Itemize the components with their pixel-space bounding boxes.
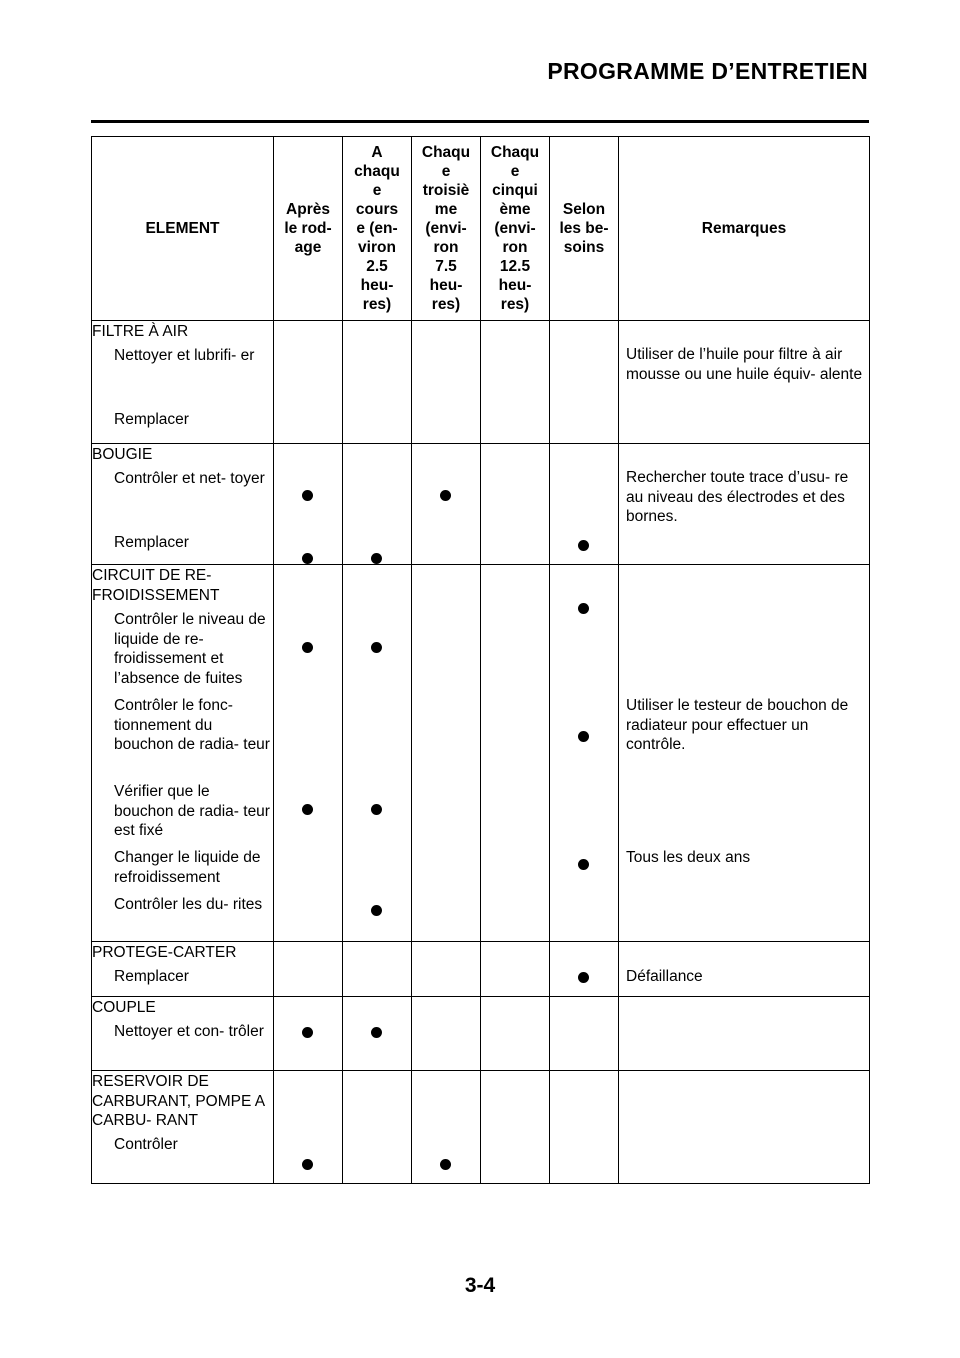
mark-cell xyxy=(550,321,619,444)
table-row xyxy=(92,1071,870,1184)
column-header-element: ELEMENT xyxy=(92,137,274,321)
remark-cell xyxy=(619,997,870,1071)
column-header-after-break-in: Après le rod- age xyxy=(274,137,343,321)
schedule-dot xyxy=(302,804,313,815)
mark-cell xyxy=(481,321,550,444)
element-cell xyxy=(92,444,274,565)
mark-cell xyxy=(274,321,343,444)
item-label: Contrôler xyxy=(114,1135,178,1153)
remark-text: Utiliser de l’huile pour filtre à air mousse ou une huile équiv- alente xyxy=(626,346,863,383)
schedule-dot xyxy=(440,1159,451,1170)
group-title: COUPLE xyxy=(92,999,156,1016)
mark-cell xyxy=(481,565,550,942)
mark-cell xyxy=(412,1071,481,1184)
schedule-dot xyxy=(371,804,382,815)
item-label: Contrôler les du- rites xyxy=(114,896,263,913)
item-label: Contrôler le fonc- tionnement du bouchon de radia- teur xyxy=(114,697,270,753)
mark-cell xyxy=(274,997,343,1071)
schedule-dot xyxy=(371,1027,382,1038)
group-title: PROTEGE-CARTER xyxy=(92,944,237,961)
table-header-row xyxy=(92,137,870,321)
mark-cell xyxy=(343,942,412,997)
table-row xyxy=(92,444,870,565)
mark-cell xyxy=(412,444,481,565)
mark-cell xyxy=(343,1071,412,1184)
item-label: Nettoyer et lubrifi- er xyxy=(114,346,255,364)
mark-cell xyxy=(343,565,412,942)
element-cell xyxy=(92,997,274,1071)
column-header-every-third: Chaqu e troisiè me (envi- ron 7.5 heu- res) xyxy=(412,137,481,321)
item-label: Nettoyer et con- trôler xyxy=(114,1022,264,1040)
title-rule xyxy=(91,120,869,123)
mark-cell xyxy=(412,321,481,444)
column-header-every-fifth: Chaqu e cinqui ème (envi- ron 12.5 heu- res) xyxy=(481,137,550,321)
remark-text: Défaillance xyxy=(626,968,703,985)
mark-cell xyxy=(343,444,412,565)
mark-cell xyxy=(550,444,619,565)
group-title: RESERVOIR DE CARBURANT, POMPE A CARBU- RANT xyxy=(92,1073,265,1129)
column-header-each-race: A chaqu e cours e (en- viron 2.5 heu- res) xyxy=(343,137,412,321)
remark-text: Rechercher toute trace d’usu- re au niveau des électrodes et des bornes. xyxy=(626,469,849,525)
mark-cell xyxy=(481,942,550,997)
mark-cell xyxy=(481,1071,550,1184)
element-cell xyxy=(92,942,274,997)
schedule-dot xyxy=(578,731,589,742)
schedule-dot xyxy=(302,490,313,501)
item-label: Contrôler et net- toyer xyxy=(114,469,265,487)
mark-cell xyxy=(550,997,619,1071)
schedule-dot xyxy=(578,540,589,551)
mark-cell xyxy=(412,997,481,1071)
item-label: Remplacer xyxy=(114,533,189,551)
group-title: BOUGIE xyxy=(92,446,153,463)
page-title: PROGRAMME D’ENTRETIEN xyxy=(547,58,868,84)
mark-cell xyxy=(412,942,481,997)
schedule-dot xyxy=(302,1159,313,1170)
item-label: Contrôler le niveau de liquide de re- froidissement et l’absence de fuites xyxy=(114,611,266,687)
mark-cell xyxy=(274,942,343,997)
item-label: Changer le liquide de refroidissement xyxy=(114,849,261,886)
mark-cell xyxy=(274,1071,343,1184)
page-number: 3-4 xyxy=(464,1274,496,1297)
table-row xyxy=(92,942,870,997)
remark-cell xyxy=(619,565,870,942)
remark-text: Tous les deux ans xyxy=(626,849,751,866)
item-label: Vérifier que le bouchon de radia- teur est fixé xyxy=(114,783,270,839)
group-title: FILTRE À AIR xyxy=(92,323,189,340)
mark-cell xyxy=(550,1071,619,1184)
mark-cell xyxy=(274,565,343,942)
remark-cell xyxy=(619,321,870,444)
maintenance-table xyxy=(91,136,870,1184)
group-title: CIRCUIT DE RE- FROIDISSEMENT xyxy=(92,567,220,604)
element-cell xyxy=(92,1071,274,1184)
schedule-dot xyxy=(302,642,313,653)
remark-cell xyxy=(619,942,870,997)
mark-cell xyxy=(481,444,550,565)
item-label: Remplacer xyxy=(114,410,189,428)
column-header-as-needed: Selon les be- soins xyxy=(550,137,619,321)
remark-cell xyxy=(619,444,870,565)
schedule-dot xyxy=(440,490,451,501)
table-row xyxy=(92,321,870,444)
schedule-dot xyxy=(578,859,589,870)
schedule-dot xyxy=(371,642,382,653)
remark-cell xyxy=(619,1071,870,1184)
mark-cell xyxy=(343,997,412,1071)
column-header-remarks: Remarques xyxy=(619,137,870,321)
element-cell xyxy=(92,565,274,942)
table-row xyxy=(92,997,870,1071)
remark-text: Utiliser le testeur de bouchon de radiateur pour effectuer un contrôle. xyxy=(626,697,849,753)
element-cell xyxy=(92,321,274,444)
schedule-dot xyxy=(371,905,382,916)
mark-cell xyxy=(550,942,619,997)
mark-cell xyxy=(343,321,412,444)
schedule-dot xyxy=(578,972,589,983)
mark-cell xyxy=(274,444,343,565)
table-row xyxy=(92,565,870,942)
mark-cell xyxy=(550,565,619,942)
mark-cell xyxy=(481,997,550,1071)
mark-cell xyxy=(412,565,481,942)
item-label: Remplacer xyxy=(114,967,189,985)
schedule-dot xyxy=(302,1027,313,1038)
